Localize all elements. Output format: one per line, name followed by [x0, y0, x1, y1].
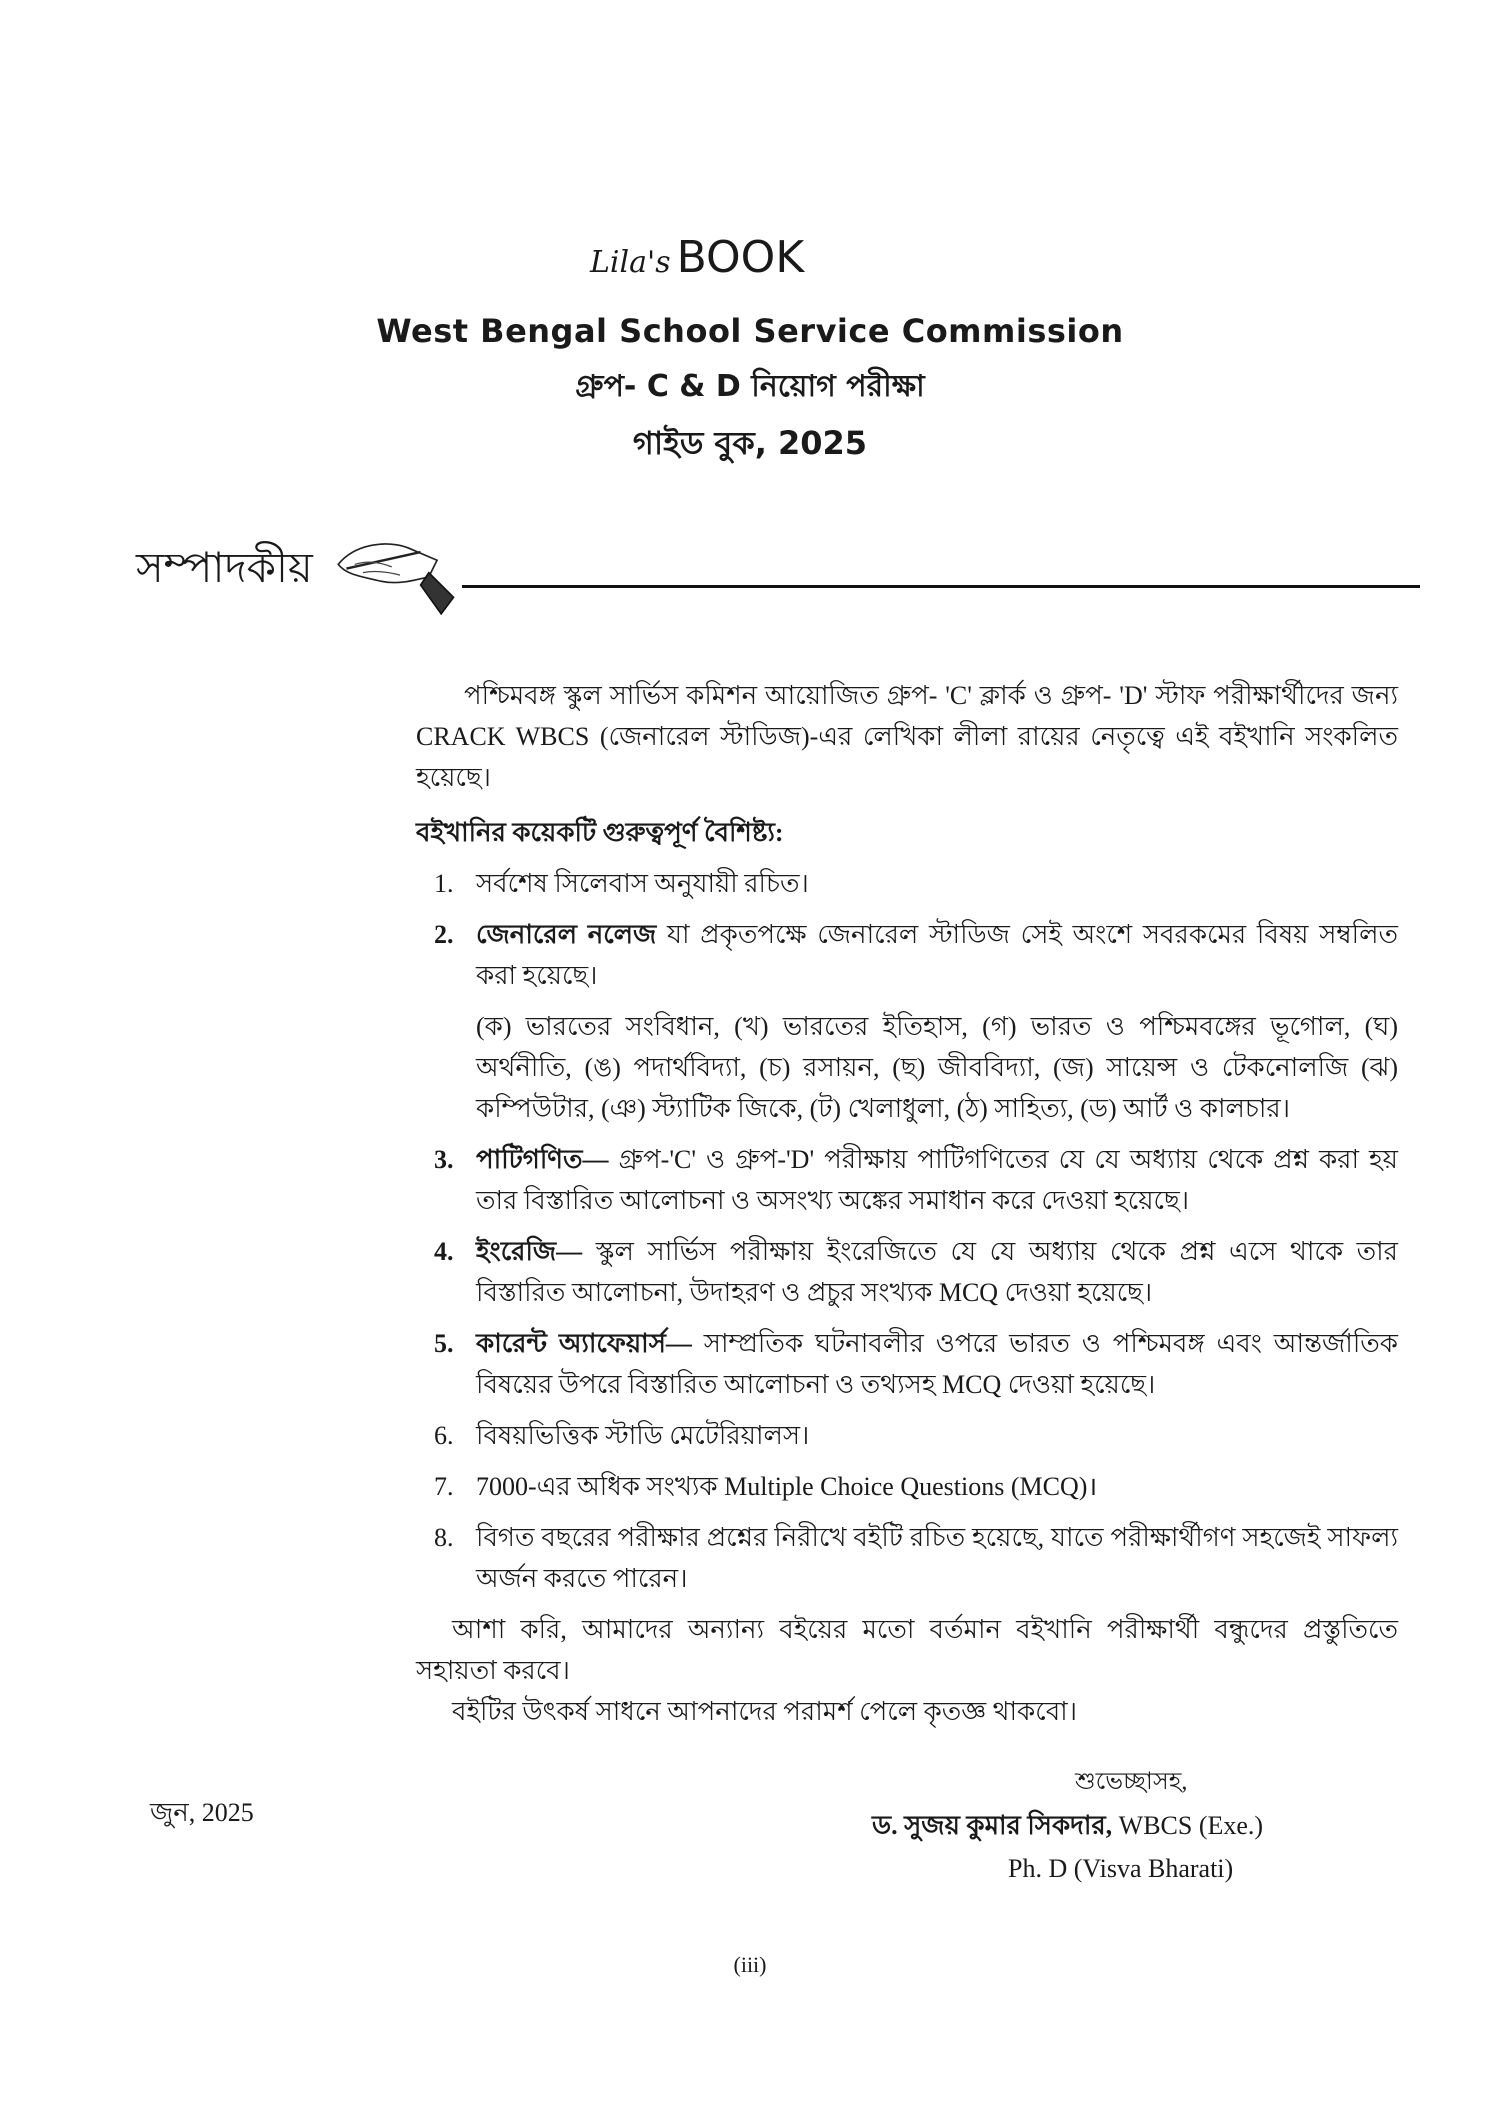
- list-item: [416, 914, 1398, 996]
- item-number: 3.: [434, 1145, 454, 1174]
- editorial-heading: সম্পাদকীয়: [136, 546, 313, 592]
- item-number: 2.: [434, 920, 454, 949]
- editorial-body: [150, 675, 1398, 1978]
- guide-title: গাইড বুক, 2025: [632, 424, 868, 462]
- author-name-text: ড. সুজয় কুমার সিকদার,: [872, 1811, 1113, 1840]
- item-number: 4.: [434, 1237, 454, 1266]
- features-heading: বইখানির কয়েকটি গুরুত্বপূর্ণ বৈশিষ্ট্য:: [416, 818, 784, 847]
- item-bold: জেনারেল নলেজ: [476, 920, 657, 949]
- closing-paragraph: আশা করি, আমাদের অন্যান্য বইয়ের মতো বর্তমান বইখানি পরীক্ষার্থী বন্ধুদের প্রস্তুতিতে সহায়তা করবে।: [416, 1615, 1398, 1685]
- item-text: বিষয়ভিত্তিক স্টাডি মেটেরিয়ালস।: [476, 1421, 810, 1450]
- item-bold: পাটিগণিত—: [476, 1145, 609, 1174]
- list-item: [416, 1466, 1398, 1507]
- item-text: সাম্প্রতিক ঘটনাবলীর ওপরে ভারত ও পশ্চিমবঙ্গ এবং আন্তর্জাতিক বিষয়ের উপরে বিস্তারিত আলোচনা ও তথ্যসহ MCQ দেওয়া হয়েছে।: [476, 1329, 1398, 1399]
- brand-logo: [590, 232, 804, 283]
- item-text: বিগত বছরের পরীক্ষার প্রশ্নের নিরীখে বইটি রচিত হয়েছে, যাতে পরীক্ষার্থীগণ সহজেই সাফল্য অর্জন করতে পারেন।: [476, 1523, 1398, 1593]
- author-name: [872, 1805, 1263, 1846]
- item-number: 7.: [434, 1472, 454, 1501]
- signature-block: [150, 1762, 1398, 1892]
- list-item: [416, 1415, 1398, 1456]
- item-bold: ইংরেজি—: [476, 1237, 583, 1266]
- item-bold: কারেন্ট অ্যাফেয়ার্স—: [476, 1329, 692, 1358]
- item-text: যা প্রকৃতপক্ষে জেনারেল স্টাডিজ সেই অংশে সবরকমের বিষয় সম্বলিত করা হয়েছে।: [476, 920, 1398, 990]
- writing-hand-icon: [330, 525, 470, 645]
- subjects-list: [416, 1006, 1398, 1129]
- item-text: স্কুল সার্ভিস পরীক্ষায় ইংরেজিতে যে যে অধ্যায় থেকে প্রশ্ন এসে থাকে তার বিস্তারিত আলোচনা, উদাহরণ ও প্রচুর সংখ্যক MCQ দেওয়া হয়েছে।: [476, 1237, 1398, 1307]
- closing-note: বইটির উৎকর্ষ সাধনে আপনাদের পরামর্শ পেলে কৃতজ্ঞ থাকবো।: [452, 1697, 1078, 1726]
- item-number: 6.: [434, 1421, 454, 1450]
- list-item: [416, 1323, 1398, 1405]
- date: জুন, 2025: [150, 1798, 254, 1827]
- item-number: 8.: [434, 1523, 454, 1552]
- list-item: [416, 1517, 1398, 1599]
- list-item: [416, 1231, 1398, 1313]
- greeting: শুভেচ্ছাসহ,: [1075, 1769, 1188, 1795]
- book-subtitle: গ্রুপ- C & D নিয়োগ পরীক্ষা: [575, 369, 925, 404]
- item-text: সর্বশেষ সিলেবাস অনুযায়ী রচিত।: [476, 869, 809, 898]
- list-item: [416, 1139, 1398, 1221]
- author-degree: Ph. D (Visva Bharati): [1008, 1854, 1234, 1883]
- item-text: গ্রুপ-'C' ও গ্রুপ-'D' পরীক্ষায় পাটিগণিতের যে যে অধ্যায় থেকে প্রশ্ন করা হয় তার বিস্তারিত আলোচনা ও অসংখ্য অঙ্কের সমাধান করে দেওয়া হয়েছে।: [476, 1145, 1398, 1215]
- list-item: [416, 863, 1398, 904]
- subjects-text: (ক) ভারতের সংবিধান, (খ) ভারতের ইতিহাস, (গ) ভারত ও পশ্চিমবঙ্গের ভূগোল, (ঘ) অর্থনীতি, (ঙ) পদার্থবিদ্যা, (চ) রসায়ন, (ছ) জীববিদ্যা, (জ) সায়েন্স ও টেকনোলজি (ঝ) কম্পিউটার, (ঞ) স্ট্যাটিক জিকে, (ট) খেলাধুলা, (ঠ) সাহিত্য, (ড) আর্ট ও কালচার।: [476, 1012, 1398, 1123]
- item-text: 7000-এর অধিক সংখ্যক Multiple Choice Questions (MCQ)।: [476, 1472, 1098, 1501]
- author-post: WBCS (Exe.): [1112, 1811, 1264, 1840]
- brand-name: BOOK: [676, 232, 805, 283]
- page-number: (iii): [733, 1952, 767, 1977]
- book-title: West Bengal School Service Commission: [376, 312, 1124, 350]
- item-number: 5.: [434, 1329, 454, 1358]
- heading-rule: [462, 585, 1420, 588]
- item-number: 1.: [434, 869, 454, 898]
- brand-script: Lila's: [590, 245, 671, 280]
- intro-paragraph: পশ্চিমবঙ্গ স্কুল সার্ভিস কমিশন আয়োজিত গ্রুপ- 'C' ক্লার্ক ও গ্রুপ- 'D' স্টাফ পরীক্ষার্থীদের জন্য CRACK WBCS (জেনারেল স্টাডিজ)-এর লেখিকা লীলা রায়ের নেতৃত্বে এই বইখানি সংকলিত হয়েছে।: [416, 681, 1398, 792]
